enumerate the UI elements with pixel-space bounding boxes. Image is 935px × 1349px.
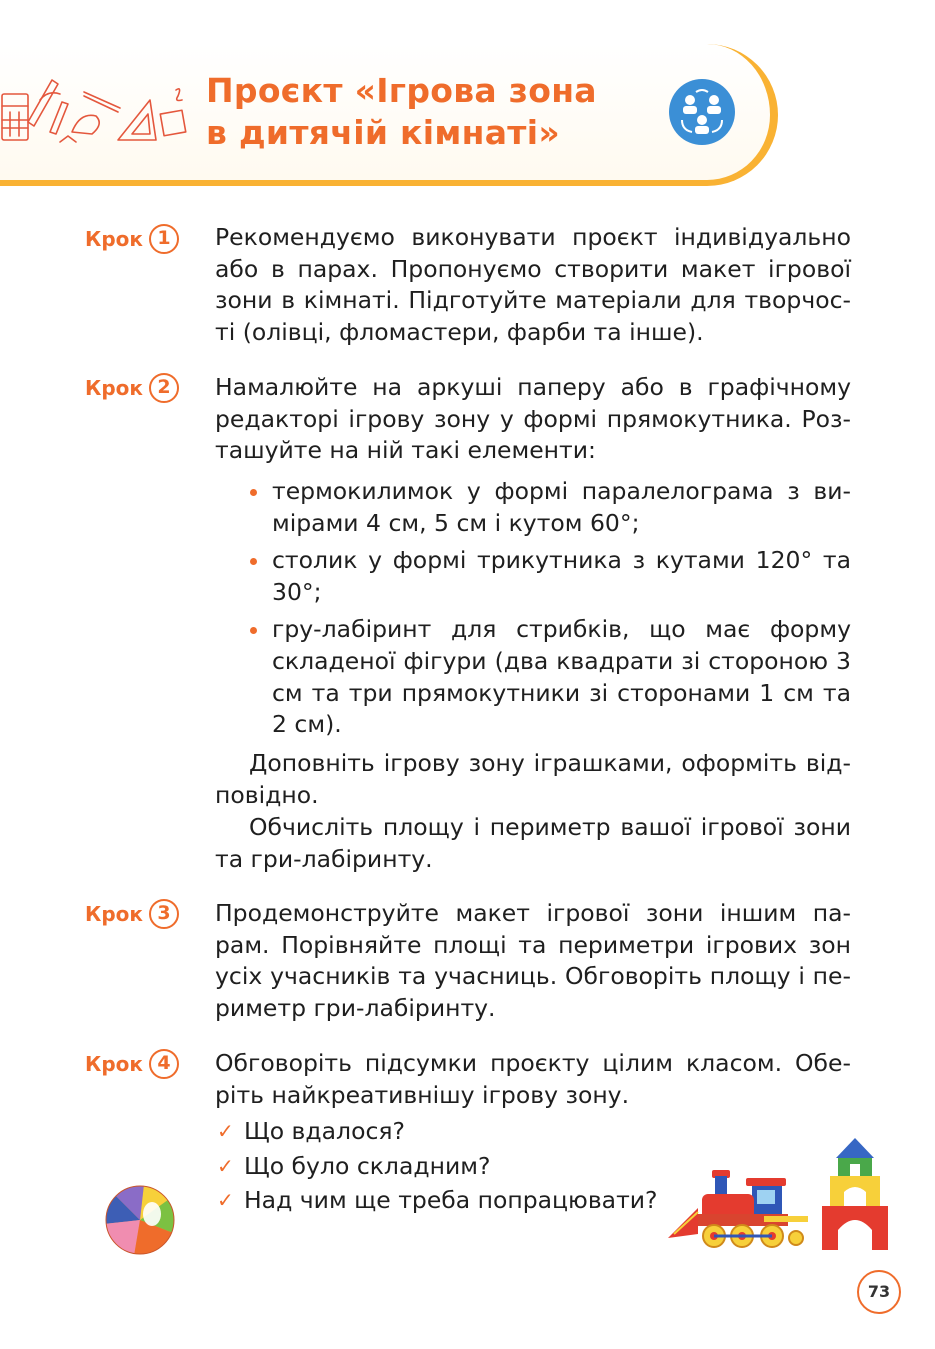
step-number-badge: 4 bbox=[149, 1049, 179, 1079]
step-label-text: Крок bbox=[85, 1052, 143, 1076]
list-item bbox=[248, 614, 851, 740]
page-title bbox=[206, 70, 597, 154]
check-text: Над чим ще треба попрацювати? bbox=[244, 1186, 658, 1214]
group-work-icon bbox=[668, 78, 736, 146]
step-2-label bbox=[85, 373, 179, 403]
toy-blocks-icon bbox=[820, 1136, 890, 1252]
step-3-text: Продемонструйте макет ігрової зони іншим парам. Порівняйте площі та периметри ігрових зон усіх учасників та учасниць. Обговоріть площу і периметр гри-лабіринту. bbox=[215, 899, 851, 1022]
title-line-1: Проєкт «Ігрова зона bbox=[206, 71, 597, 110]
step-label-text: Крок bbox=[85, 227, 143, 251]
list-item bbox=[215, 1183, 735, 1218]
checkmark-icon: ✓ bbox=[217, 1188, 234, 1212]
toy-train-icon bbox=[668, 1160, 810, 1252]
step-1-text: Рекомендуємо виконувати проєкт індивідуально або в парах. Пропонуємо створити макет ігрової зони в кімнаті. Підготуйте матеріали для творчості (олівці, фломастери, фарби та інше). bbox=[215, 223, 851, 346]
step-number-badge: 3 bbox=[149, 899, 179, 929]
list-item bbox=[248, 545, 851, 608]
step-4-text: Обговоріть підсумки проєкту цілим класом. Оберіть найкреативнішу ігрову зону. bbox=[215, 1049, 851, 1109]
check-text: Що було складним? bbox=[244, 1151, 491, 1180]
check-text: Що вдалося? bbox=[244, 1117, 405, 1145]
bullet-text: термокилимок у формі паралелограма з вимірами 4 см, 5 см і кутом 60°; bbox=[272, 477, 851, 537]
step-1-label bbox=[85, 224, 179, 254]
step-4-label bbox=[85, 1049, 179, 1079]
step-label-text: Крок bbox=[85, 902, 143, 926]
beach-ball-icon bbox=[104, 1184, 176, 1256]
bullet-text: гру-лабіринт для стрибків, що має форму складеної фігури (два квадрати зі стороною 3 см та три прямокутники зі сторонами 1 см та 2 см). bbox=[272, 615, 851, 739]
step-2-bullet-list bbox=[248, 476, 851, 747]
step-3-label bbox=[85, 899, 179, 929]
checkmark-icon: ✓ bbox=[217, 1119, 234, 1143]
bullet-dot-icon bbox=[250, 558, 257, 565]
step-4-check-list bbox=[215, 1114, 735, 1218]
step-2-text: Намалюйте на аркуші паперу або в графічному редакторі ігрову зону у формі прямокутника. Розташуйте на ній такі елементи: bbox=[215, 373, 851, 465]
step-number-badge: 1 bbox=[149, 224, 179, 254]
step-number-badge: 2 bbox=[149, 373, 179, 403]
bullet-text: столик у формі трикутника з кутами 120° та 30°; bbox=[272, 546, 851, 606]
school-supplies-doodle-icon bbox=[0, 72, 200, 152]
list-item bbox=[215, 1149, 735, 1184]
step-label-text: Крок bbox=[85, 376, 143, 400]
list-item bbox=[248, 476, 851, 539]
title-line-2: в дитячій кімнаті» bbox=[206, 113, 560, 152]
bullet-dot-icon bbox=[250, 489, 257, 496]
bullet-dot-icon bbox=[250, 627, 257, 634]
step-2-after-text-2: Обчисліть площу і периметр вашої ігрової зони та гри-лабіринту. bbox=[215, 813, 851, 873]
checkmark-icon: ✓ bbox=[217, 1153, 234, 1178]
list-item bbox=[215, 1114, 735, 1149]
page-number: 73 bbox=[857, 1270, 901, 1314]
step-2-after-text-1: Доповніть ігрову зону іграшками, оформіть відповідно. bbox=[215, 749, 851, 809]
